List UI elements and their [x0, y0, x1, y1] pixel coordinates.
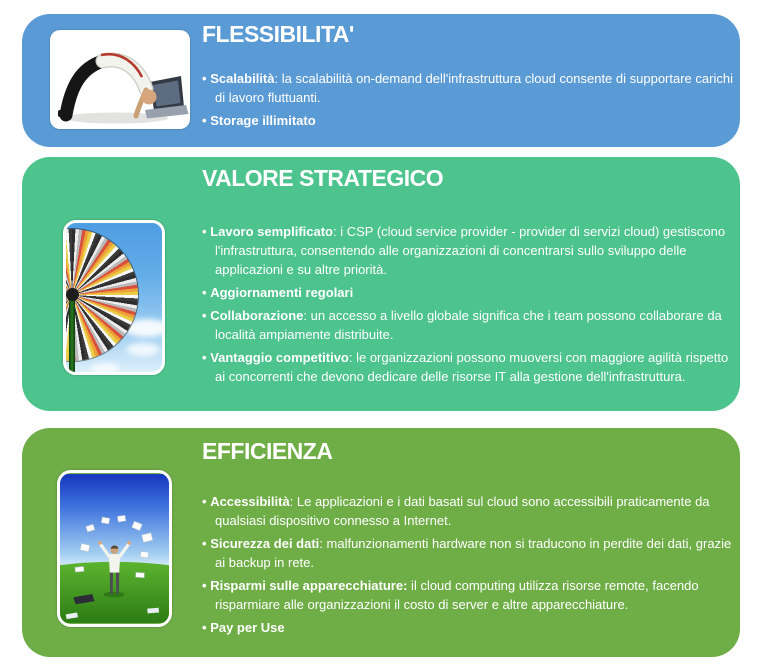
bullet-dot-icon: • [202, 113, 207, 128]
bullet-dot-icon: • [202, 578, 207, 593]
card-valore-strategico [22, 157, 740, 411]
bullet-item [202, 222, 737, 279]
card-title: EFFICIENZA [202, 438, 333, 464]
man-throwing-papers-field-photo [57, 470, 172, 627]
bullet-rest: il cloud computing utilizza risorse remote, facendo risparmiare alle organizzazioni il costo di server e altre apparecchiature. [215, 578, 699, 612]
bullet-list [202, 69, 737, 130]
bullet-lead: Accessibilità [210, 494, 290, 509]
card-title: VALORE STRATEGICO [202, 165, 444, 191]
bullet-item [202, 306, 737, 344]
bullet-lead: Vantaggio competitivo [210, 350, 349, 365]
bullet-rest: : la scalabilità on-demand dell'infrastruttura cloud consente di supportare carichi di lavoro fluttuanti. [215, 71, 733, 105]
card-efficienza [22, 428, 740, 657]
bullet-lead: Sicurezza dei dati [210, 536, 320, 551]
bullet-item [202, 534, 737, 572]
pinwheel-hub [66, 288, 79, 301]
man-backbend-over-laptop-photo [50, 30, 190, 129]
pinwheel-pole [69, 297, 75, 375]
field-illustration [60, 473, 169, 624]
bullet-lead: Aggiornamenti regolari [210, 285, 354, 300]
bullet-item [202, 348, 737, 386]
card-flessibilita [22, 14, 740, 147]
bullet-item [202, 283, 737, 302]
bullet-lead: Storage illimitato [210, 113, 316, 128]
bullet-list [202, 222, 737, 386]
bullet-dot-icon: • [202, 308, 207, 323]
bullet-lead: Collaborazione [210, 308, 304, 323]
bullet-item [202, 69, 737, 107]
bullet-rest: : le organizzazioni possono muoversi con maggiore agilità rispetto ai concorrenti che devono dedicare delle risorse IT alla gestione dell'infrastruttura. [215, 350, 729, 384]
bullet-lead: Risparmi sulle apparecchiature: [210, 578, 408, 593]
bullet-dot-icon: • [202, 350, 207, 365]
bullet-dot-icon: • [202, 71, 207, 86]
bullet-dot-icon: • [202, 620, 207, 635]
bullet-lead: Lavoro semplificato [210, 224, 333, 239]
card-title: FLESSIBILITA' [202, 21, 354, 47]
bullet-dot-icon: • [202, 536, 207, 551]
bullet-dot-icon: • [202, 224, 207, 239]
colorful-pinwheel-sky-photo [63, 220, 165, 375]
bullet-list [202, 492, 737, 637]
bullet-dot-icon: • [202, 285, 207, 300]
bullet-lead: Pay per Use [210, 620, 285, 635]
cloud-shape [90, 363, 120, 374]
bullet-dot-icon: • [202, 494, 207, 509]
bullet-rest: : malfunzionamenti hardware non si traducono in perdite dei dati, grazie ai backup in rete. [215, 536, 732, 570]
bullet-item [202, 618, 737, 637]
backbend-illustration [50, 30, 190, 129]
bullet-item [202, 111, 737, 130]
bullet-rest: : Le applicazioni e i dati basati sul cloud sono accessibili praticamente da qualsiasi dispositivo connesso a Internet. [215, 494, 710, 528]
bullet-rest: : i CSP (cloud service provider - provider di servizi cloud) gestiscono l'infrastruttura, consentendo alle organizzazioni di concentrarsi sullo sviluppo delle applicazioni e su altre priorità. [215, 224, 726, 277]
bullet-rest: : un accesso a livello globale significa che i team possono collaborare da località ampiamente distribuite. [215, 308, 722, 342]
bullet-item [202, 576, 737, 614]
bullet-lead: Scalabilità [210, 71, 275, 86]
cloud-shape [126, 343, 160, 356]
bullet-item [202, 492, 737, 530]
